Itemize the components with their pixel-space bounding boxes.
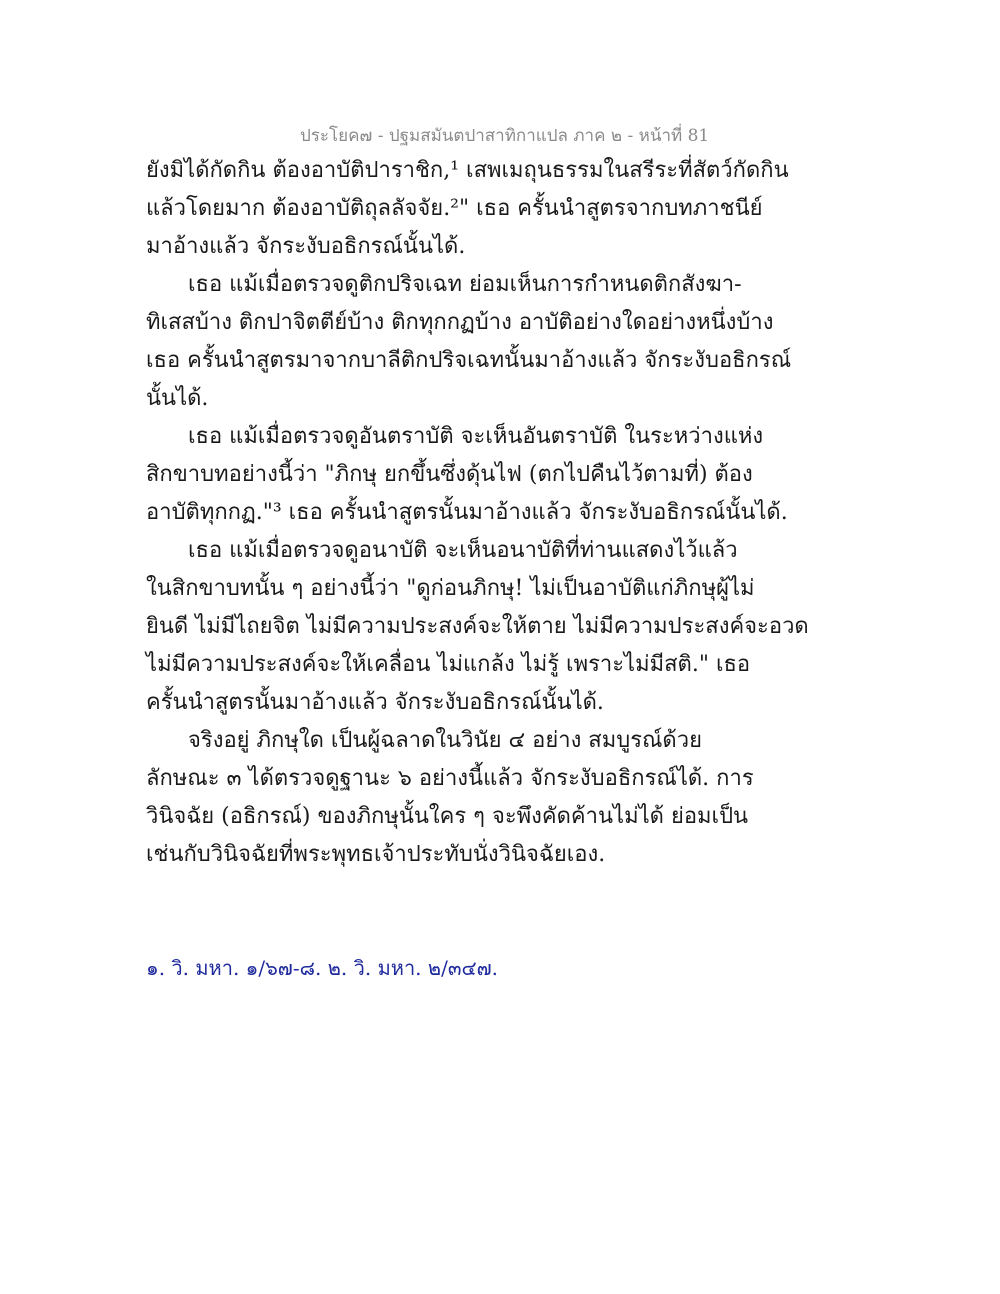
text-line: วินิจฉัย (อธิกรณ์) ของภิกษุนั้นใคร ๆ จะพึงคัดค้านไม่ได้ ย่อมเป็น: [146, 804, 749, 829]
text-line: แล้วโดยมาก ต้องอาบัติถุลลัจจัย.²" เธอ ครั้นนำสูตรจากบทภาชนีย์: [146, 196, 763, 221]
text-line: อาบัติทุกกฏ."³ เธอ ครั้นนำสูตรนั้นมาอ้างแล้ว จักระงับอธิกรณ์นั้นได้.: [146, 500, 788, 525]
text-line: ยินดี ไม่มีไถยจิต ไม่มีความประสงค์จะให้ตาย ไม่มีความประสงค์จะอวด: [146, 614, 809, 639]
footnote: ๑. วิ. มหา. ๑/๖๗-๘. ๒. วิ. มหา. ๒/๓๔๗.: [146, 956, 499, 980]
text-line: เช่นกับวินิจฉัยที่พระพุทธเจ้าประทับนั่งวินิจฉัยเอง.: [146, 842, 606, 867]
text-line: ทิเสสบ้าง ติกปาจิตตีย์บ้าง ติกทุกกฏบ้าง อาบัติอย่างใดอย่างหนึ่งบ้าง: [146, 310, 774, 335]
text-line: ยังมิได้กัดกิน ต้องอาบัติปาราชิก,¹ เสพเมถุนธรรมในสรีระที่สัตว์กัดกิน: [146, 158, 789, 183]
paragraph-start-line: เธอ แม้เมื่อตรวจดูติกปริจเฉท ย่อมเห็นการกำหนดติกสังฆา-: [188, 272, 742, 297]
text-line: นั้นได้.: [146, 386, 209, 411]
paragraph-start-line: จริงอยู่ ภิกษุใด เป็นผู้ฉลาดในวินัย ๔ อย่าง สมบูรณ์ด้วย: [188, 728, 702, 753]
text-line: ลักษณะ ๓ ได้ตรวจดูฐานะ ๖ อย่างนี้แล้ว จักระงับอธิกรณ์ได้. การ: [146, 766, 754, 791]
page-header: ประโยค๗ - ปฐมสมันตปาสาทิกาแปล ภาค ๒ - หน้าที่ 81: [300, 126, 710, 146]
body-text: [146, 152, 809, 874]
text-line: มาอ้างแล้ว จักระงับอธิกรณ์นั้นได้.: [146, 234, 466, 259]
text-line: ไม่มีความประสงค์จะให้เคลื่อน ไม่แกล้ง ไม่รู้ เพราะไม่มีสติ." เธอ: [146, 652, 751, 677]
text-line: ในสิกขาบทนั้น ๆ อย่างนี้ว่า "ดูก่อนภิกษุ! ไม่เป็นอาบัติแก่ภิกษุผู้ไม่: [146, 576, 755, 601]
paragraph-start-line: เธอ แม้เมื่อตรวจดูอนาบัติ จะเห็นอนาบัติที่ท่านแสดงไว้แล้ว: [188, 538, 738, 563]
text-line: สิกขาบทอย่างนี้ว่า "ภิกษุ ยกขึ้นซึ่งดุ้นไฟ (ตกไปคืนไว้ตามที่) ต้อง: [146, 462, 753, 487]
paragraph-start-line: เธอ แม้เมื่อตรวจดูอันตราบัติ จะเห็นอันตราบัติ ในระหว่างแห่ง: [188, 424, 764, 449]
text-line: เธอ ครั้นนำสูตรมาจากบาลีติกปริจเฉทนั้นมาอ้างแล้ว จักระงับอธิกรณ์: [146, 348, 792, 373]
text-line: ครั้นนำสูตรนั้นมาอ้างแล้ว จักระงับอธิกรณ์นั้นได้.: [146, 690, 604, 715]
